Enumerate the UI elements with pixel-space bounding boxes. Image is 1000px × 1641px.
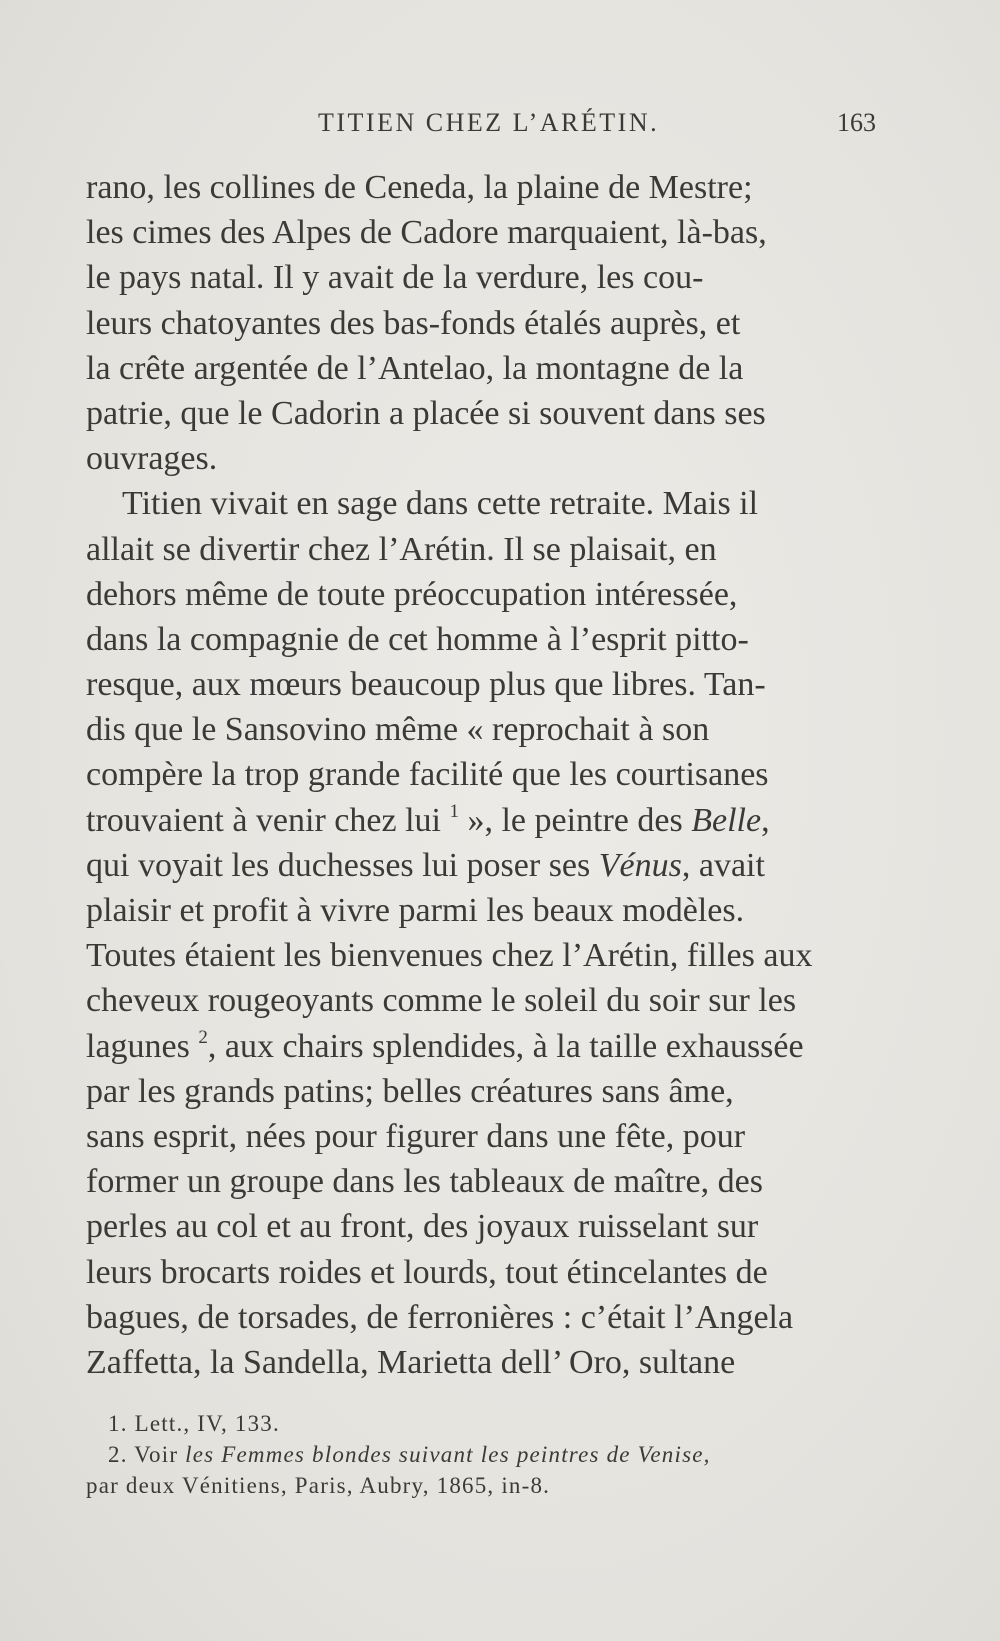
footnote-ref-2: 2 (198, 1026, 208, 1048)
text-line: dans la compagnie de cet homme à l’esprit pitto- (86, 620, 749, 658)
footnote-1: 1. Lett., IV, 133. (108, 1411, 280, 1436)
footnote-2: 2. Voir les Femmes blondes suivant les peintres de Venise, (86, 1439, 876, 1470)
text-line: leurs brocarts roides et lourds, tout étincelantes de (86, 1253, 768, 1291)
text-line: ouvrages. (86, 440, 218, 478)
page-number: 163 (837, 108, 876, 137)
text-line: qui voyait les duchesses lui poser ses Vénus, avait (86, 846, 765, 884)
text-line: trouvaient à venir chez lui $^1$ », le peintre des Belle, (86, 800, 770, 839)
text-line: les cimes des Alpes de Cadore marquaient, là-bas, (86, 214, 767, 252)
text-line: dis que le Sansovino même « reprochait à son (86, 711, 710, 749)
text-line: leurs chatoyantes des bas-fonds étalés auprès, et (86, 304, 741, 342)
footnote-2-title: les Femmes blondes suivant les peintres de Venise, (185, 1442, 711, 1467)
text-line: sans esprit, nées pour figurer dans une fête, pour (86, 1117, 746, 1155)
text-line: Toutes étaient les bienvenues chez l’Arétin, filles aux (86, 937, 813, 975)
text-line: Zaffetta, la Sandella, Marietta dell’ Oro, sultane (86, 1343, 736, 1381)
text-line: cheveux rougeoyants comme le soleil du soir sur les (86, 982, 797, 1020)
text-line: Titien vivait en sage dans cette retraite. Mais il (122, 485, 759, 523)
page-header (86, 108, 876, 142)
text-line: dehors même de toute préoccupation intéressée, (86, 575, 738, 613)
body-text (86, 165, 876, 1385)
text-line: resque, aux mœurs beaucoup plus que libres. Tan- (86, 666, 766, 704)
text-line: par les grands patins; belles créatures sans âme, (86, 1072, 734, 1110)
footnotes (86, 1408, 876, 1501)
text-line: le pays natal. Il y avait de la verdure, les cou- (86, 259, 704, 297)
footnote-2-continued: par deux Vénitiens, Paris, Aubry, 1865, in-8. (86, 1473, 551, 1498)
text-line: perles au col et au front, des joyaux ruisselant sur (86, 1208, 759, 1246)
footnote-ref-1: 1 (449, 800, 459, 822)
text-line: allait se divertir chez l’Arétin. Il se plaisait, en (86, 530, 717, 568)
text-line: former un groupe dans les tableaux de maître, des (86, 1163, 763, 1201)
text-line: la crête argentée de l’Antelao, la montagne de la (86, 349, 744, 387)
text-line: bagues, de torsades, de ferronières : c’était l’Angela (86, 1298, 794, 1336)
text-line: compère la trop grande facilité que les courtisanes (86, 756, 769, 794)
running-title: TITIEN CHEZ L’ARÉTIN. (318, 108, 660, 137)
text-line: lagunes $^2$, aux chairs splendides, à la taille exhaussée (86, 1026, 804, 1065)
text-line: patrie, que le Cadorin a placée si souvent dans ses (86, 394, 766, 432)
text-line: plaisir et profit à vivre parmi les beaux modèles. (86, 892, 745, 929)
text-line: rano, les collines de Ceneda, la plaine de Mestre; (86, 169, 753, 206)
